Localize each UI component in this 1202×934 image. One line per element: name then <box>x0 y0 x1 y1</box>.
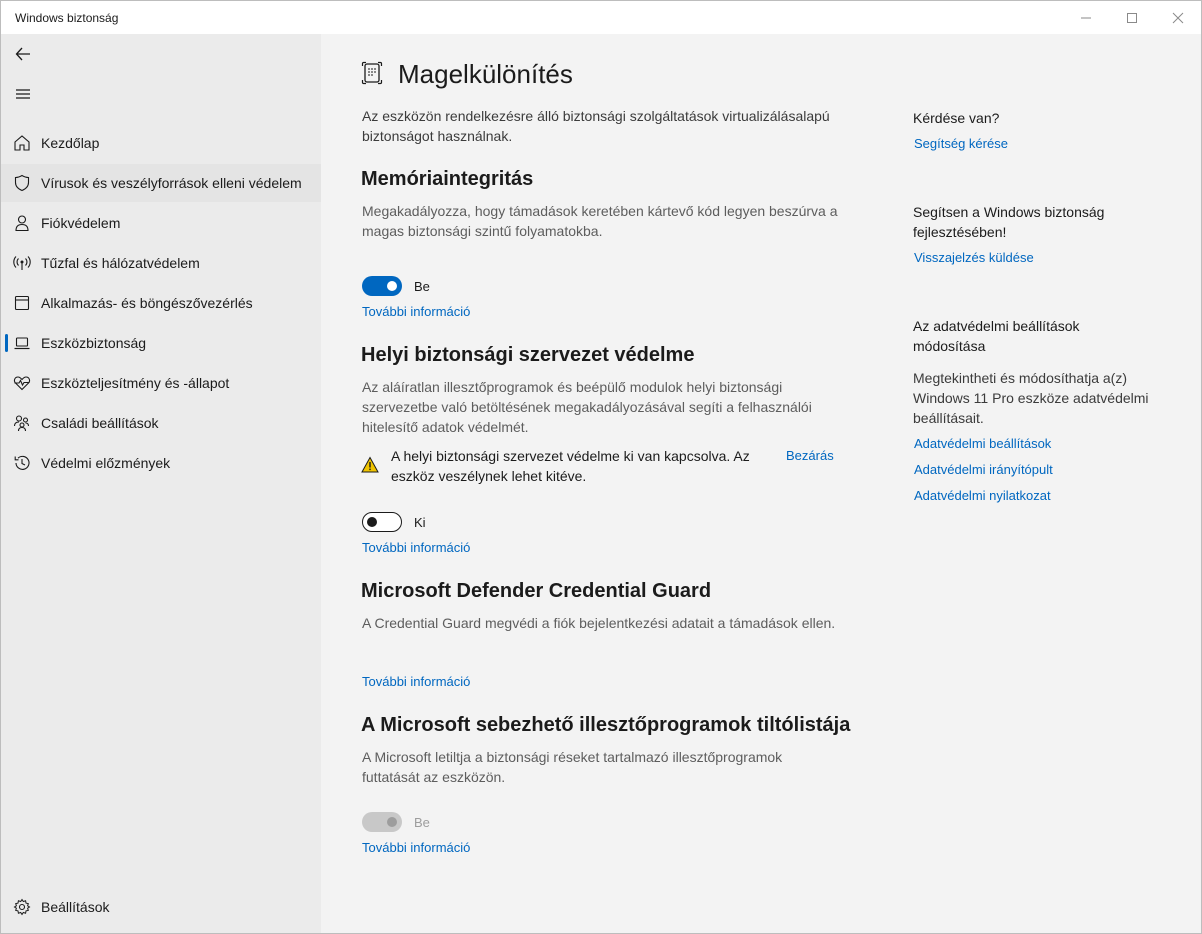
menu-button[interactable] <box>9 80 37 108</box>
close-icon <box>1172 12 1184 24</box>
sidebar-item-label: Eszközbiztonság <box>41 335 147 351</box>
hamburger-icon <box>14 85 32 103</box>
dismiss-warning-link[interactable]: Bezárás <box>786 448 834 463</box>
sidebar-item-protection-history[interactable] <box>1 444 321 482</box>
privacy-statement-link[interactable]: Adatvédelmi nyilatkozat <box>914 488 1051 503</box>
help-heading: Kérdése van? <box>913 110 1000 126</box>
sidebar-item-firewall[interactable] <box>1 244 321 282</box>
selection-indicator <box>5 334 8 352</box>
person-icon <box>13 214 31 232</box>
feedback-heading: Segítsen a Windows biztonság fejlesztésében! <box>913 204 1105 240</box>
more-info-link[interactable]: További információ <box>362 840 471 855</box>
section-title-driver-blocklist: A Microsoft sebezhető illesztőprogramok tiltólistája <box>361 714 851 736</box>
toggle-knob <box>387 281 397 291</box>
privacy-text: Megtekintheti és módosíthatja a(z) Windows 11 Pro eszköze adatvédelmi beállításait. <box>913 370 1149 426</box>
sidebar-item-label: Tűzfal és hálózatvédelem <box>41 255 200 271</box>
title-bar <box>1 1 1201 34</box>
sidebar-item-label: Kezdőlap <box>41 135 100 151</box>
maximize-button[interactable] <box>1109 1 1155 34</box>
section-description: A Credential Guard megvédi a fiók bejelentkezési adatait a támadások ellen. <box>362 615 836 631</box>
core-isolation-icon <box>361 61 383 85</box>
warning-message: A helyi biztonsági szervezet védelme ki van kapcsolva. Az eszköz veszélynek lehet kitéve. <box>391 448 750 484</box>
sidebar-item-label: Fiókvédelem <box>41 215 121 231</box>
sidebar-item-label: Beállítások <box>41 899 110 915</box>
section-description: Az aláíratlan illesztőprogramok és beépülő modulok helyi biztonsági szervezetbe való betöltésének megakadályozásával segíti a felhasználói hitelesítő adatok védelmét. <box>362 379 812 435</box>
sidebar-item-label: Védelmi előzmények <box>41 455 171 471</box>
toggle-state-label: Be <box>414 279 430 294</box>
minimize-icon <box>1080 12 1092 24</box>
sidebar-item-app-browser[interactable] <box>1 284 321 322</box>
more-info-link[interactable]: További információ <box>362 304 471 319</box>
section-title-memory-integrity: Memóriaintegritás <box>361 168 534 190</box>
driver-blocklist-toggle[interactable] <box>362 812 402 832</box>
sidebar-item-label: Eszközteljesítmény és -állapot <box>41 375 230 391</box>
more-info-link[interactable]: További információ <box>362 540 471 555</box>
section-title-lsa-protection: Helyi biztonsági szervezet védelme <box>361 344 695 366</box>
sidebar-item-family-options[interactable] <box>1 404 321 442</box>
section-description: Megakadályozza, hogy támadások keretében kártevő kód legyen beszúrva a magas biztonsági szintű folyamatokba. <box>362 203 838 239</box>
gear-icon <box>13 898 31 916</box>
warning-icon <box>361 456 379 474</box>
section-title-credential-guard: Microsoft Defender Credential Guard <box>361 580 712 602</box>
toggle-state-label: Be <box>414 815 430 830</box>
toggle-knob <box>367 517 377 527</box>
sidebar-item-label: Vírusok és veszélyforrások elleni védelem <box>41 175 302 191</box>
lsa-protection-toggle[interactable] <box>362 512 402 532</box>
privacy-settings-link[interactable]: Adatvédelmi beállítások <box>914 436 1052 451</box>
more-info-link[interactable]: További információ <box>362 674 471 689</box>
sidebar-item-label: Alkalmazás- és böngészővezérlés <box>41 295 253 311</box>
family-icon <box>13 414 31 432</box>
memory-integrity-toggle[interactable] <box>362 276 402 296</box>
maximize-icon <box>1126 12 1138 24</box>
minimize-button[interactable] <box>1063 1 1109 34</box>
sidebar-item-settings[interactable] <box>1 888 321 926</box>
send-feedback-link[interactable]: Visszajelzés küldése <box>914 250 1034 265</box>
laptop-icon <box>13 334 31 352</box>
shield-icon <box>13 174 31 192</box>
main-content <box>321 34 1201 933</box>
privacy-heading: Az adatvédelmi beállítások módosítása <box>913 318 1080 354</box>
back-arrow-icon <box>14 45 32 63</box>
privacy-dashboard-link[interactable]: Adatvédelmi irányítópult <box>914 462 1053 477</box>
heart-pulse-icon <box>13 374 31 392</box>
page-intro: Az eszközön rendelkezésre álló biztonsági szolgáltatások virtualizálásalapú biztonságot használnak. <box>362 108 830 144</box>
close-button[interactable] <box>1155 1 1201 34</box>
section-description: A Microsoft letiltja a biztonsági réseket tartalmazó illesztőprogramok futtatását az eszközön. <box>362 749 783 785</box>
home-icon <box>13 134 31 152</box>
sidebar-item-label: Családi beállítások <box>41 415 159 431</box>
get-help-link[interactable]: Segítség kérése <box>914 136 1008 151</box>
app-window-icon <box>13 294 31 312</box>
sidebar-item-account-protection[interactable] <box>1 204 321 242</box>
sidebar-item-device-performance[interactable] <box>1 364 321 402</box>
window-title: Windows biztonság <box>15 11 119 25</box>
sidebar-item-virus-protection[interactable] <box>1 164 322 202</box>
sidebar <box>1 34 321 933</box>
history-icon <box>13 454 31 472</box>
sidebar-item-device-security[interactable] <box>1 324 321 362</box>
toggle-knob <box>387 817 397 827</box>
page-title: Magelkülönítés <box>398 59 573 89</box>
sidebar-item-home[interactable] <box>1 124 321 162</box>
antenna-icon <box>13 254 31 272</box>
back-button[interactable] <box>9 40 37 68</box>
toggle-state-label: Ki <box>414 515 426 530</box>
